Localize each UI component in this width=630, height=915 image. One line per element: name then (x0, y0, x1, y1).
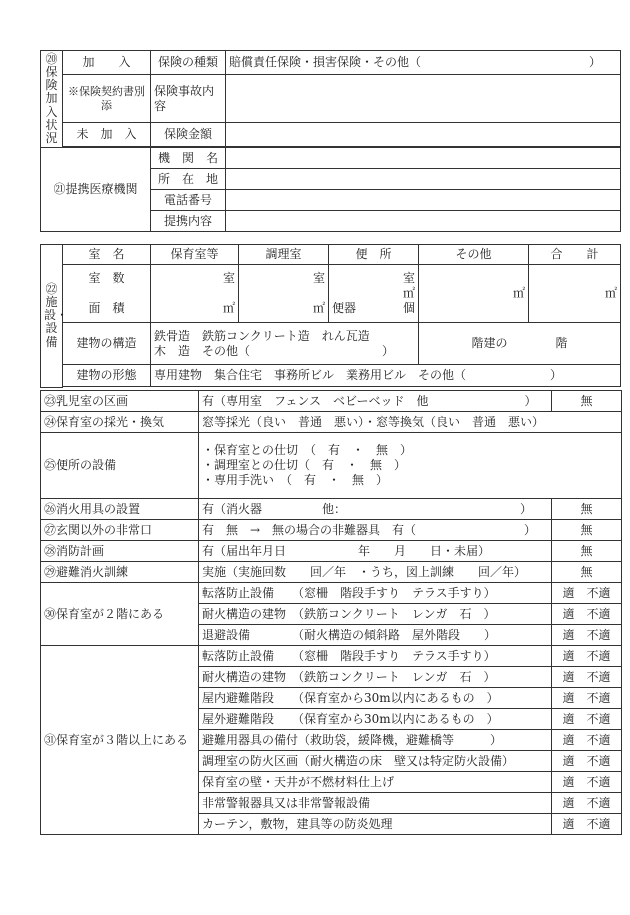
facility-table (40, 244, 621, 388)
judge-cell[interactable]: 適 不適 (552, 709, 622, 730)
insurance-type-label: 保険の種類 (151, 51, 226, 75)
item-23-none: 無 (552, 391, 622, 412)
insurance-title: ⑳ 保険加入状況 (41, 51, 63, 148)
building-form-label: 建物の形態 (63, 365, 151, 387)
insurance-amount-label: 保険金額 (151, 123, 226, 147)
insurance-joined: 加 入 (63, 51, 151, 75)
building-form-value: 専用建物 集合住宅 事務所ビル 業務用ビル その他（ ） (151, 365, 621, 387)
judge-cell[interactable]: 適 不適 (552, 583, 622, 604)
facility-header: 保育室等 (151, 245, 239, 265)
insurance-note: ※保険契約書別添 (63, 75, 151, 123)
item-31-label: ㉛保育室が３階以上にある (41, 646, 199, 835)
structure-label: 建物の構造 (63, 323, 151, 365)
item-27-label: ㉗玄関以外の非常口 (41, 520, 199, 541)
judge-cell[interactable]: 適 不適 (552, 667, 622, 688)
item-27-none: 無 (552, 520, 622, 541)
judge-cell[interactable]: 適 不適 (552, 751, 622, 772)
facility-title: ㉒施設・設備 (41, 245, 63, 388)
facility-count-area-label: 室 数 面 積 (63, 265, 151, 323)
medical-row-label: 所 在 地 (151, 169, 226, 190)
item-28-label: ㉘消防計画 (41, 541, 199, 562)
facility-nursery-cell[interactable]: 室 ㎡ (151, 265, 239, 323)
item-26-none: 無 (552, 499, 622, 520)
facility-total-cell[interactable]: ㎡ (529, 265, 621, 323)
judge-cell[interactable]: 適 不適 (552, 625, 622, 646)
floor3-row: 転落防止設備 （窓柵 階段手すり テラス手すり） (199, 646, 552, 667)
judge-cell[interactable]: 適 不適 (552, 772, 622, 793)
floor3-row: 屋外避難階段 （保育室から30m以内にあるもの ） (199, 709, 552, 730)
floor2-row: 耐火構造の建物 （鉄筋コンクリート レンガ 石 ） (199, 604, 552, 625)
facility-header: 便 所 (329, 245, 419, 265)
floor2-row: 転落防止設備 （窓柵 階段手すり テラス手すり） (199, 583, 552, 604)
judge-cell[interactable]: 適 不適 (552, 604, 622, 625)
item-28-value: 有（届出年月日 年 月 日・未届） (199, 541, 552, 562)
medical-row-label: 電話番号 (151, 190, 226, 211)
floor3-row: 調理室の防火区画（耐火構造の床 壁又は特定防火設備） (199, 751, 552, 772)
item-29-value: 実施（実施回数 回／年 ・うち，図上訓練 回／年） (199, 562, 552, 583)
judge-cell[interactable]: 適 不適 (552, 730, 622, 751)
item-27-value: 有 無 → 無の場合の非難器具 有（ ） (199, 520, 552, 541)
facility-toilet-cell[interactable]: 室 ㎡ 便器 個 (329, 265, 419, 323)
judge-cell[interactable]: 適 不適 (552, 793, 622, 814)
medical-row-value[interactable] (226, 169, 621, 190)
floor3-row: 保育室の壁・天井が不燃材料仕上げ (199, 772, 552, 793)
medical-title: ㉑提携医療機関 (41, 148, 151, 232)
facility-other-cell[interactable]: ㎡ (419, 265, 529, 323)
judge-cell[interactable]: 適 不適 (552, 814, 622, 835)
medical-row-label: 機 関 名 (151, 148, 226, 169)
floor3-row: 耐火構造の建物 （鉄筋コンクリート レンガ 石 ） (199, 667, 552, 688)
item-25-value: ・保育室との仕切 （ 有 ・ 無 ） ・調理室との仕切（ 有 ・ 無 ） ・専用手洗い （ 有 ・ 無 ） (199, 433, 622, 499)
item-24-value: 窓等採光（良い 普通 悪い）・窓等換気（良い 普通 悪い） (199, 412, 622, 433)
item-30-label: ㉚保育室が２階にある (41, 583, 199, 646)
insurance-accident-value[interactable] (226, 75, 621, 123)
floor2-row: 退避設備 （耐火構造の傾斜路 屋外階段 ） (199, 625, 552, 646)
safety-items-table (40, 390, 622, 835)
item-28-none: 無 (552, 541, 622, 562)
floor3-row: 屋内避難階段 （保育室から30m以内にあるもの ） (199, 688, 552, 709)
item-23-value: 有（専用室 フェンス ベビーベッド 他 ） (199, 391, 552, 412)
facility-header: その他 (419, 245, 529, 265)
insurance-accident-label: 保険事故内容 (151, 75, 226, 123)
item-29-none: 無 (552, 562, 622, 583)
medical-row-value[interactable] (226, 211, 621, 232)
structure-value[interactable]: 鉄骨造 鉄筋コンクリート造 れん瓦造 木 造 その他（ ） (151, 323, 419, 365)
item-25-label: ㉕便所の設備 (41, 433, 199, 499)
insurance-medical-table (40, 50, 621, 232)
judge-cell[interactable]: 適 不適 (552, 688, 622, 709)
floor3-row: 非常警報器具又は非常警報設備 (199, 793, 552, 814)
floor3-row: カーテン，敷物，建具等の防炎処理 (199, 814, 552, 835)
facility-kitchen-cell[interactable]: 室 ㎡ (239, 265, 329, 323)
insurance-not-joined: 未 加 入 (63, 123, 151, 147)
insurance-type-value: 賠償責任保険・損害保険・その他（ ） (226, 51, 621, 75)
item-23-label: ㉓乳児室の区画 (41, 391, 199, 412)
item-29-label: ㉙避難消火訓練 (41, 562, 199, 583)
facility-header: 合 計 (529, 245, 621, 265)
item-26-label: ㉖消火用具の設置 (41, 499, 199, 520)
floors-cell[interactable]: 階建の 階 (419, 323, 621, 365)
insurance-amount-value[interactable] (226, 123, 621, 147)
item-24-label: ㉔保育室の採光・換気 (41, 412, 199, 433)
medical-row-label: 提携内容 (151, 211, 226, 232)
judge-cell[interactable]: 適 不適 (552, 646, 622, 667)
floor3-row: 避難用器具の備付（救助袋，緩降機，避難橋等 ） (199, 730, 552, 751)
item-26-value: 有（消火器 他： ） (199, 499, 552, 520)
medical-row-value[interactable] (226, 190, 621, 211)
medical-row-value[interactable] (226, 148, 621, 169)
facility-header: 調理室 (239, 245, 329, 265)
facility-header: 室 名 (63, 245, 151, 265)
